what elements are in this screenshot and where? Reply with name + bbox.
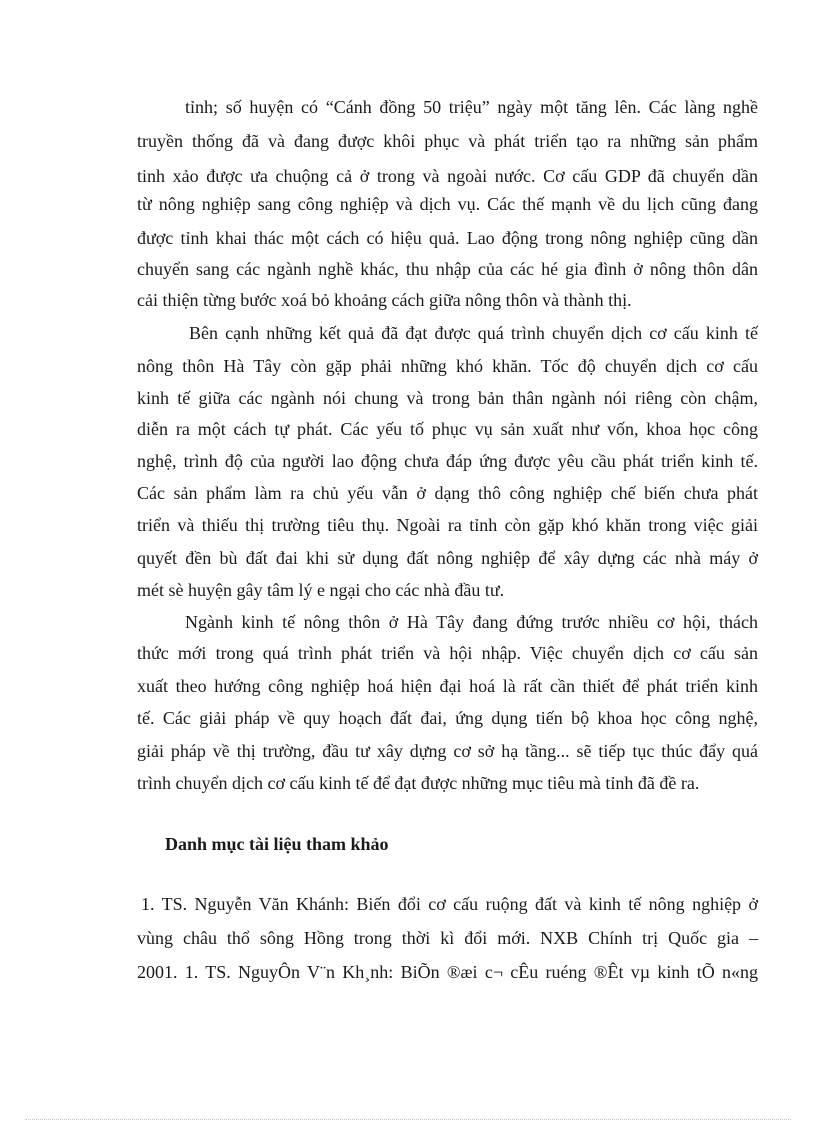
paragraph-3-line-2: thức mới trong quá trình phát triển và hội nhập. Việc chuyển dịch cơ cấu sản: [137, 643, 758, 663]
paragraph-2-line-8: quyết đền bù đất đai khi sử dụng đất nông nghiệp để xây dựng các nhà máy ở: [137, 548, 758, 568]
references-heading: Danh mục tài liệu tham khảo: [165, 834, 389, 854]
reference-line-1: 1. TS. Nguyễn Văn Khánh: Biến đổi cơ cấu ruộng đất và kinh tế nông nghiệp ở: [141, 894, 758, 914]
paragraph-3-line-5: giải pháp về thị trường, đầu tư xây dựng cơ sở hạ tầng... sẽ tiếp tục thúc đẩy quá: [137, 741, 758, 761]
paragraph-2-line-7: triển và thiếu thị trường tiêu thụ. Ngoài ra tỉnh còn gặp khó khăn trong việc giải: [137, 515, 758, 535]
paragraph-2-line-3: kinh tế giữa các ngành nói chung và trong bản thân ngành nói riêng còn chậm,: [137, 388, 758, 408]
page-bottom-edge: [25, 1119, 791, 1120]
paragraph-1-line-7: cải thiện từng bước xoá bỏ khoảng cách giữa nông thôn và thành thị.: [137, 290, 632, 310]
paragraph-2-line-9: mét sè huyện gây tâm lý e ngại cho các nhà đầu tư.: [137, 580, 505, 600]
paragraph-1-line-1: tỉnh; số huyện có “Cánh đồng 50 triệu” ngày một tăng lên. Các làng nghề: [185, 97, 758, 117]
paragraph-1-line-6: chuyển sang các ngành nghề khác, thu nhập của các hé gia đình ở nông thôn dân: [137, 259, 758, 279]
paragraph-2-line-4: diễn ra một cách tự phát. Các yếu tố phục vụ sản xuất như vốn, khoa học công: [137, 419, 758, 439]
paragraph-2-line-1: Bên cạnh những kết quả đã đạt được quá trình chuyển dịch cơ cấu kinh tế: [189, 323, 758, 343]
paragraph-2-line-5: nghệ, trình độ của người lao động chưa đáp ứng được yêu cầu phát triển kinh tế.: [137, 451, 758, 471]
reference-line-3: 2001. 1. TS. NguyÔn V¨n Kh¸nh: BiÕn ®æi c¬ cÊu ruéng ®Êt vµ kinh tÕ n«ng: [137, 962, 758, 982]
paragraph-2-line-6: Các sản phẩm làm ra chủ yếu vẫn ở dạng thô công nghiệp chế biến chưa phát: [137, 483, 758, 503]
paragraph-1-line-4: từ nông nghiệp sang công nghiệp và dịch vụ. Các thế mạnh về du lịch cũng đang: [137, 194, 758, 214]
paragraph-3-line-1: Ngành kinh tế nông thôn ở Hà Tây đang đứng trước nhiều cơ hội, thách: [185, 612, 758, 632]
paragraph-3-line-3: xuất theo hướng công nghiệp hoá hiện đại hoá là rất cần thiết để phát triển kinh: [137, 676, 758, 696]
paragraph-3-line-6: trình chuyển dịch cơ cấu kinh tế để đạt được những mục tiêu mà tỉnh đã đề ra.: [137, 773, 700, 793]
paragraph-2-line-2: nông thôn Hà Tây còn gặp phải những khó khăn. Tốc độ chuyển dịch cơ cấu: [137, 356, 758, 376]
paragraph-3-line-4: tế. Các giải pháp về quy hoạch đất đai, ứng dụng tiến bộ khoa học công nghệ,: [137, 708, 758, 728]
paragraph-1-line-3: tinh xảo được ưa chuộng cả ở trong và ngoài nước. Cơ cấu GDP đã chuyển dần: [137, 166, 758, 186]
paragraph-1-line-5: được tỉnh khai thác một cách có hiệu quả. Lao động trong nông nghiệp cũng dần: [137, 228, 758, 248]
reference-line-2: vùng châu thổ sông Hồng trong thời kì đổi mới. NXB Chính trị Quốc gia –: [137, 928, 758, 948]
paragraph-1-line-2: truyền thống đã và đang được khôi phục và phát triển tạo ra những sản phẩm: [137, 131, 758, 151]
